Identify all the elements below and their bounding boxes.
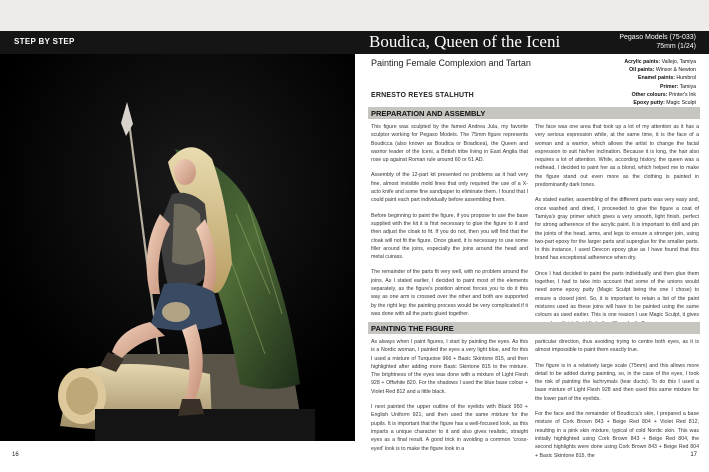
paint-row: Acrylic paints: Vallejo, Tamiya (624, 59, 696, 65)
section-title: PREPARATION AND ASSEMBLY (371, 109, 486, 118)
paragraph: As always when I paint figures, I start by painting the eyes. As this is a Nordic woman, I painted the eyes a very light blue, and for this I used a mixture of Turquoise 966 + Basic Skintone 815, and then highlighted after adding more Basic Skintone 815 to the mixture. The brightness of the eyes was done with a mixture of Light Flesh 928 + Offwhite 820. For the shadows I used the blue base colour + Violet Red 812 and a little black. (371, 339, 528, 395)
paint-row: Primer: Tamiya (660, 83, 696, 90)
paragraph: This figure was sculpted by the famed Andrea Jula, my favorite sculptor working for Pegaso Models. The 75mm figure represents Boudicca (also known as Boudica or Boadicea), the Queen and warrior leader of the Iceni, a British tribe living in East Anglia that rose up against Roman rule around 60 or 61 AD. (371, 124, 528, 164)
painting-column-right (535, 338, 699, 467)
maker-line-1: Pegaso Models (75-033) (619, 34, 696, 41)
page-number-left: 16 (12, 452, 19, 458)
paragraph: particular direction, thus avoiding trying to centre both eyes, as it is almost impossible to paint them exactly true. (535, 339, 699, 354)
article-subtitle: Painting Female Complexion and Tartan (371, 58, 531, 68)
paragraph: The remainder of the parts fit very well, with no problem around the joins. As I stated earlier, I decided to paint most of the elements separately, as the figure's position almost forces you to do it this way as one arm is crossed over the other and both are supported by the right leg: the painting process would be very complicated if it was done with all the parts glued together. (371, 269, 528, 317)
paragraph: Once I had decided to paint the parts individually and then glue them together, I had to take into account that some of the unions would need some epoxy putty (Magic Sculpt being the one I chose) to ensure a closed joint. So, it is important to retain a list of the paint mixtures used as these joins will have to be painted using the same colours as used earlier. This is one reason I use Magic Sculpt, it gives (535, 270, 699, 319)
figure-illustration (0, 54, 355, 441)
paragraph: As stated earlier, assembling of the different parts was very easy and, once washed and dried, I proceeded to give the figure a coat of Tamiya's gray primer which gives a very smooth, light finish, perfect for strong adherence of the acrylic paint. It is important to drill and pin the joints of the head, arms, and legs to ensure a stronger join, using two-part epoxy for the larger parts and superglue for the smaller parts. In this instance, I used Devcon epoxy glue as I have found that this brand has exceptional adherence when dry. (535, 197, 699, 262)
paragraph: I next painted the upper outline of the eyelids with Black 950 + English Uniform 921, and then used the same mixture for the pupils. It is important that the figure has a well-focused look, as this imparts a unique character to it and also gives realistic, straight eyes as a final result. A good trick in avoiding a common 'cross-eyed' look is to make the figure look in a (371, 404, 528, 452)
paint-row: Oil paints: Winsor & Newton (629, 67, 696, 74)
author-name: ERNESTO REYES STALHUTH (371, 92, 474, 99)
paragraph: The figure is in a relatively large scale (75mm) and this allows more detail to be added during painting, so, in the case of the eyes, I took the risk of painting the lachrymals (tear ducts). To do this I used a base mixture of Light Flesh 928 and then used this same mixture for the lower part of the eyelids. (535, 362, 699, 402)
section-title: PAINTING THE FIGURE (371, 324, 454, 333)
article-title: Boudica, Queen of the Iceni (369, 32, 561, 51)
header-band (0, 31, 709, 54)
paint-row: Other colours: Printer's Ink (631, 91, 696, 98)
prep-column-left (371, 123, 528, 325)
paragraph: For the face and the remainder of Boudicca's skin, I prepared a base mixture of Cork Brown 843 + Beige Red 804 + Violet Red 812, resulting in a pink skin mixture, typical of cold Nordic skin. This was initially highlighted using Cork Brown 843 + Beige Red 804, the second highlights were done using Cork Brown 843 + Beige Red 804 + Basic Skintone 815, the (535, 411, 699, 459)
section-label: STEP BY STEP (14, 37, 75, 46)
paint-row: Enamel paints: Humbrol (638, 75, 696, 82)
section-header-painting (368, 322, 700, 334)
paint-row: Epoxy putty: Magic Sculpt (633, 100, 696, 107)
painting-column-left (371, 338, 528, 460)
section-header-prep (368, 107, 700, 119)
maker-info (619, 33, 696, 51)
boudica-figure-photo (0, 54, 355, 441)
maker-line-2: 75mm (1/24) (656, 43, 696, 50)
paragraph: Assembly of the 12-part kit presented no problems as it had very fine, almost invisible mold lines that only required the use of a X-acto knife and some fine sandpaper to eliminate them. I found that I could paint each part individually before assembling them. (371, 172, 528, 204)
prep-column-right (535, 123, 699, 335)
paragraph: Before beginning to paint the figure, if you propose to use the base supplied with the kit it is first necessary to glue the figure to it and then adjust the cloak to fit. If you do not, then you will find that the cloak will not fit the figure. Once glued, it is necessary to use some filler around the joins, especially the joins around the head and metal cuirass. (371, 212, 528, 261)
page-number-right: 17 (690, 452, 697, 458)
left-page (0, 54, 355, 472)
paragraph: The face was one area that took up a lot of my attention as it has a very serious expression while, at the same time, it is the face of a woman and a warrior, which allows the artist to change the facial expression to suit his/her inclination. Because it is long, the hair also requires a lot of attention. While, according history, the queen was a redhead, I decided to paint her as a blond, which helped me to make the figure stand out even more as the clothing is painted in predominantly dark tones. (535, 124, 699, 189)
